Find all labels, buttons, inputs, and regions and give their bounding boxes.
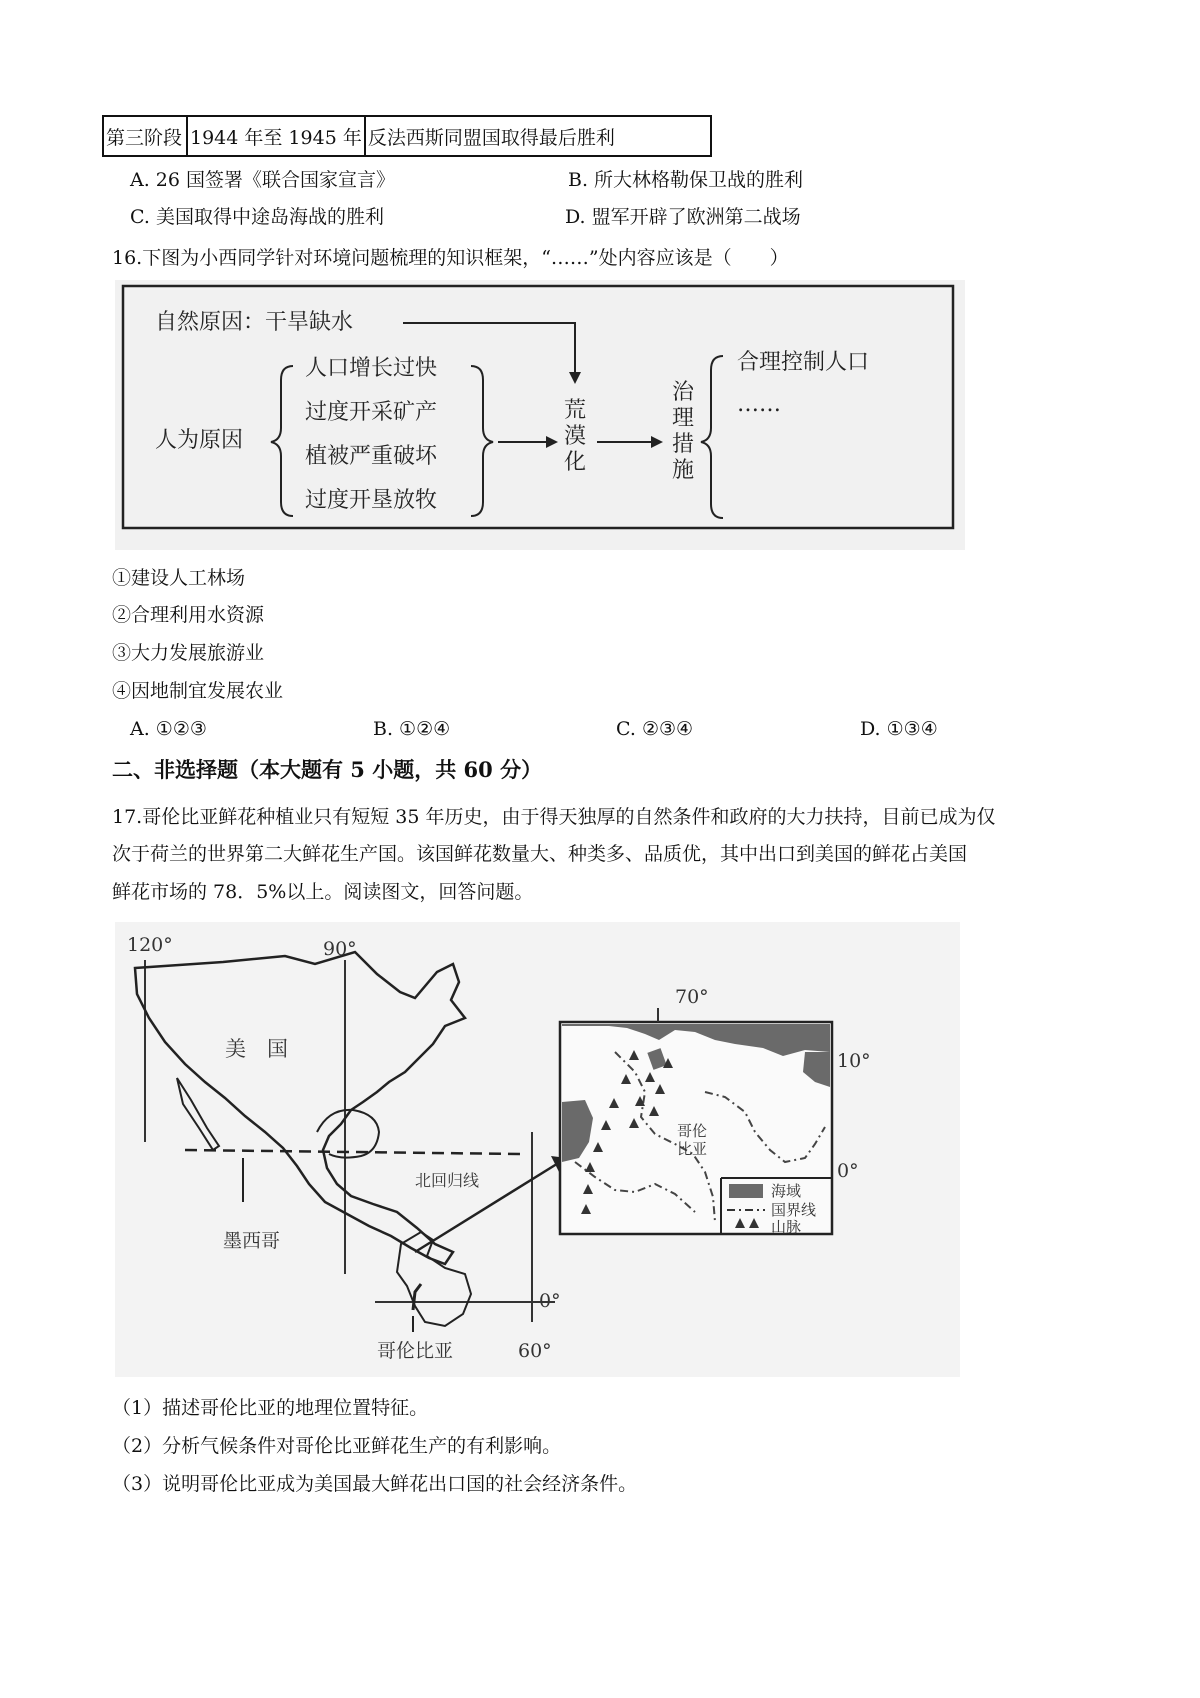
q16-item-3: ③大力发展旅游业 (112, 642, 265, 664)
q16-option-c: C. ②③④ (616, 718, 694, 740)
human-item-4: 过度开垦放牧 (305, 488, 438, 513)
human-item-1: 人口增长过快 (305, 356, 438, 381)
q15-option-a: A. 26 国签署《联合国家宣言》 (130, 169, 396, 191)
colombia-inset-label: 哥伦比亚 (677, 1122, 708, 1158)
lat-0-main-label: 0° (539, 1290, 561, 1312)
human-cause-label: 人为原因 (155, 428, 244, 453)
q17-line-2: 次于荷兰的世界第二大鲜花生产国。该国鲜花数量大、种类多、品质优，其中出口到美国的鲜花占美国 (112, 843, 968, 865)
stage-table (102, 115, 712, 157)
q15-option-c: C. 美国取得中途岛海战的胜利 (130, 206, 384, 228)
natural-cause-label: 自然原因：干旱缺水 (155, 310, 354, 335)
event-cell: 反法西斯同盟国取得最后胜利 (365, 116, 711, 156)
lon-70-label: 70° (675, 986, 709, 1008)
mexico-label: 墨西哥 (223, 1230, 281, 1252)
measures-label: 治理措施 (671, 380, 694, 483)
q16-item-1: ①建设人工林场 (112, 567, 246, 589)
q15-option-d: D. 盟军开辟了欧洲第二战场 (565, 206, 801, 228)
lon-120-label: 120° (127, 934, 173, 956)
colombia-label: 哥伦比亚 (377, 1340, 454, 1362)
q17-line-1: 17.哥伦比亚鲜花种植业只有短短 35 年历史，由于得天独厚的自然条件和政府的大力扶持，目前已成为仅 (112, 806, 996, 828)
q17-question-2: （2）分析气候条件对哥伦比亚鲜花生产的有利影响。 (112, 1435, 562, 1457)
q15-option-b: B. 所大林格勒保卫战的胜利 (568, 169, 804, 191)
desertification-label: 荒漠化 (563, 398, 586, 475)
legend-sea-label: 海域 (771, 1182, 802, 1200)
q16-item-2: ②合理利用水资源 (112, 604, 265, 626)
q16-item-4: ④因地制宜发展农业 (112, 680, 284, 702)
lat-0-inset-label: 0° (837, 1160, 859, 1182)
q16-option-d: D. ①③④ (860, 718, 938, 740)
q16-option-b: B. ①②④ (373, 718, 451, 740)
lon-60-label: 60° (518, 1340, 552, 1362)
q16-option-a: A. ①②③ (130, 718, 207, 740)
human-item-2: 过度开采矿产 (305, 400, 438, 425)
human-item-3: 植被严重破坏 (305, 444, 438, 469)
map-drawing (115, 922, 960, 1377)
q17-question-3: （3）说明哥伦比亚成为美国最大鲜花出口国的社会经济条件。 (112, 1473, 638, 1495)
tropic-label: 北回归线 (415, 1171, 480, 1190)
legend-mountain-label: 山脉 (771, 1218, 802, 1236)
lat-10-label: 10° (837, 1050, 871, 1072)
q16-framework-figure (115, 280, 965, 550)
legend-border-label: 国界线 (771, 1201, 817, 1219)
section-heading: 二、非选择题（本大题有 5 小题，共 60 分） (112, 757, 543, 782)
q17-line-3: 鲜花市场的 78．5%以上。阅读图文，回答问题。 (112, 881, 534, 903)
table-row (103, 116, 711, 156)
usa-label: 美 国 (225, 1037, 288, 1061)
q16-stem: 16.下图为小西同学针对环境问题梳理的知识框架，“……”处内容应该是（ ） (112, 247, 789, 269)
q17-map-figure (115, 922, 960, 1377)
lon-90-label: 90° (323, 938, 357, 960)
stage-cell: 第三阶段 (103, 116, 187, 156)
measure-item-1: 合理控制人口 (737, 350, 870, 375)
measure-item-2: …… (737, 392, 781, 417)
q17-question-1: （1）描述哥伦比亚的地理位置特征。 (112, 1397, 429, 1419)
years-cell: 1944 年至 1945 年 (187, 116, 365, 156)
